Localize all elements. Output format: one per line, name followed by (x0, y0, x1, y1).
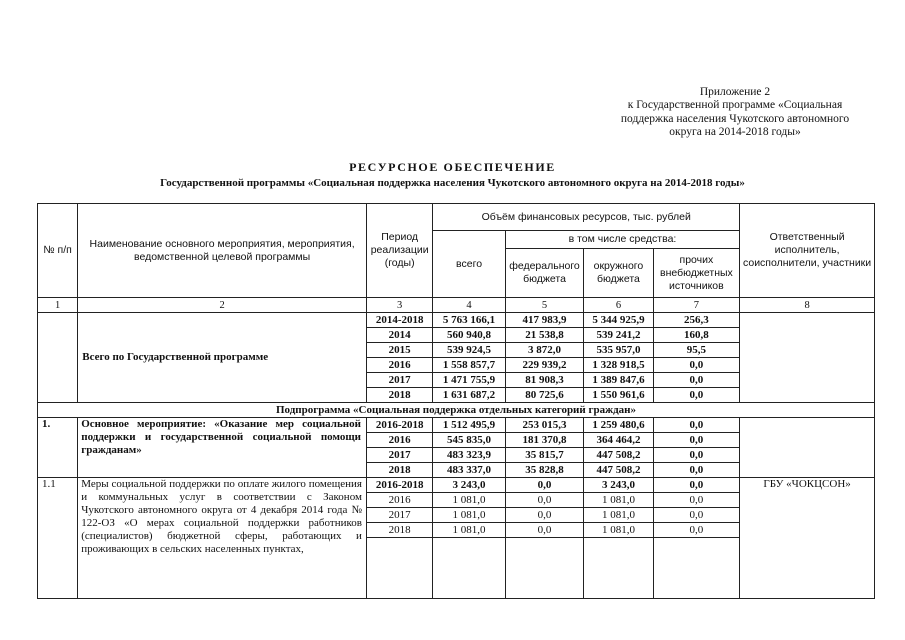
total-cell: 539 924,5 (433, 343, 505, 358)
other-cell: 0,0 (653, 493, 740, 508)
col-including-header: в том числе средства: (505, 231, 739, 249)
district-cell: 1 389 847,6 (584, 373, 653, 388)
period-cell: 2014-2018 (366, 313, 432, 328)
period-cell: 2018 (366, 388, 432, 403)
col-district-header: окружного бюджета (584, 249, 653, 298)
other-cell: 160,8 (653, 328, 740, 343)
period-cell: 2015 (366, 343, 432, 358)
col-other-header: прочих внебюджетных источников (653, 249, 740, 298)
federal-cell: 35 815,7 (505, 448, 583, 463)
responsible-cell (740, 313, 875, 403)
col-federal-header: федерального бюджета (505, 249, 583, 298)
other-cell: 0,0 (653, 478, 740, 493)
period-cell: 2017 (366, 448, 432, 463)
total-cell: 1 558 857,7 (433, 358, 505, 373)
col-period-header: Период реализации (годы) (366, 204, 432, 298)
period-cell (366, 538, 432, 599)
other-cell: 0,0 (653, 448, 740, 463)
other-cell: 256,3 (653, 313, 740, 328)
district-cell: 3 243,0 (584, 478, 653, 493)
item-label: Основное мероприятие: «Оказание мер социальной поддержки и государственной социальной помощи гражданам» (78, 418, 367, 478)
total-cell (433, 538, 505, 599)
federal-cell: 0,0 (505, 508, 583, 523)
item-label: Меры социальной поддержки по оплате жилого помещения и коммунальных услуг в соответствии с Законом Чукотского автономного округа от 4 декабря 2014 года № 122-ОЗ «О мерах социальной поддержки работников (специалистов) бюджетной сферы, работающих и проживающих в сельских населенных пунктах, (78, 478, 367, 599)
district-cell: 447 508,2 (584, 463, 653, 478)
district-cell: 1 081,0 (584, 523, 653, 538)
total-cell: 1 471 755,9 (433, 373, 505, 388)
column-number: 7 (653, 298, 740, 313)
federal-cell: 0,0 (505, 523, 583, 538)
total-num-cell (38, 313, 78, 403)
col-name-header: Наименование основного мероприятия, мероприятия, ведомственной целевой программы (78, 204, 367, 298)
district-cell: 539 241,2 (584, 328, 653, 343)
federal-cell: 417 983,9 (505, 313, 583, 328)
column-number: 3 (366, 298, 432, 313)
column-number: 6 (584, 298, 653, 313)
other-cell (653, 538, 740, 599)
total-cell: 1 081,0 (433, 493, 505, 508)
column-number: 2 (78, 298, 367, 313)
appendix-line: округа на 2014-2018 годы» (669, 126, 801, 139)
other-cell: 0,0 (653, 358, 740, 373)
period-cell: 2016 (366, 358, 432, 373)
district-cell: 1 259 480,6 (584, 418, 653, 433)
district-cell: 364 464,2 (584, 433, 653, 448)
period-cell: 2017 (366, 373, 432, 388)
other-cell: 95,5 (653, 343, 740, 358)
document-subtitle: Государственной программы «Социальная поддержка населения Чукотского автономного округа на 2014-2018 годы» (160, 177, 745, 189)
col-responsible-header: Ответственный исполнитель, соисполнители, участники (740, 204, 875, 298)
total-cell: 1 631 687,2 (433, 388, 505, 403)
period-cell: 2016-2018 (366, 418, 432, 433)
total-cell: 1 512 495,9 (433, 418, 505, 433)
district-cell: 1 328 918,5 (584, 358, 653, 373)
period-cell: 2016-2018 (366, 478, 432, 493)
total-cell: 3 243,0 (433, 478, 505, 493)
period-cell: 2018 (366, 463, 432, 478)
district-cell (584, 538, 653, 599)
col-total-header: всего (433, 231, 505, 298)
total-cell: 483 323,9 (433, 448, 505, 463)
federal-cell: 0,0 (505, 478, 583, 493)
other-cell: 0,0 (653, 418, 740, 433)
total-label: Всего по Государственной программе (78, 313, 367, 403)
total-cell: 560 940,8 (433, 328, 505, 343)
col-num-header: № п/п (38, 204, 78, 298)
other-cell: 0,0 (653, 373, 740, 388)
column-number: 4 (433, 298, 505, 313)
column-number-row (38, 298, 875, 313)
subprogram-row (38, 403, 875, 418)
federal-cell: 3 872,0 (505, 343, 583, 358)
district-cell: 447 508,2 (584, 448, 653, 463)
table-row (38, 418, 875, 433)
district-cell: 1 081,0 (584, 508, 653, 523)
other-cell: 0,0 (653, 508, 740, 523)
federal-cell: 229 939,2 (505, 358, 583, 373)
period-cell: 2017 (366, 508, 432, 523)
subprogram-title: Подпрограмма «Социальная поддержка отдельных категорий граждан» (38, 403, 875, 418)
item-num: 1.1 (38, 478, 78, 599)
table-row (38, 478, 875, 493)
header-row (38, 204, 875, 231)
federal-cell: 35 828,8 (505, 463, 583, 478)
item-num: 1. (38, 418, 78, 478)
federal-cell: 0,0 (505, 493, 583, 508)
federal-cell: 81 908,3 (505, 373, 583, 388)
column-number: 1 (38, 298, 78, 313)
resource-table (37, 203, 875, 599)
total-cell: 483 337,0 (433, 463, 505, 478)
federal-cell (505, 538, 583, 599)
appendix-line: к Государственной программе «Социальная (627, 99, 843, 112)
other-cell: 0,0 (653, 463, 740, 478)
appendix-note (600, 86, 870, 140)
district-cell: 5 344 925,9 (584, 313, 653, 328)
appendix-line: поддержка населения Чукотского автономного (620, 112, 850, 125)
column-number: 8 (740, 298, 875, 313)
federal-cell: 21 538,8 (505, 328, 583, 343)
total-cell: 1 081,0 (433, 523, 505, 538)
other-cell: 0,0 (653, 523, 740, 538)
period-cell: 2014 (366, 328, 432, 343)
document-title: РЕСУРСНОЕ ОБЕСПЕЧЕНИЕ (349, 160, 556, 174)
total-cell: 1 081,0 (433, 508, 505, 523)
federal-cell: 80 725,6 (505, 388, 583, 403)
column-number: 5 (505, 298, 583, 313)
responsible-cell: ГБУ «ЧОКЦСОН» (740, 478, 875, 599)
responsible-cell (740, 418, 875, 478)
period-cell: 2016 (366, 493, 432, 508)
table-row (38, 313, 875, 328)
total-cell: 545 835,0 (433, 433, 505, 448)
total-cell: 5 763 166,1 (433, 313, 505, 328)
district-cell: 1 081,0 (584, 493, 653, 508)
district-cell: 535 957,0 (584, 343, 653, 358)
period-cell: 2016 (366, 433, 432, 448)
period-cell: 2018 (366, 523, 432, 538)
federal-cell: 181 370,8 (505, 433, 583, 448)
other-cell: 0,0 (653, 433, 740, 448)
col-volume-header: Объём финансовых ресурсов, тыс. рублей (433, 204, 740, 231)
appendix-line: Приложение 2 (699, 86, 771, 98)
district-cell: 1 550 961,6 (584, 388, 653, 403)
other-cell: 0,0 (653, 388, 740, 403)
federal-cell: 253 015,3 (505, 418, 583, 433)
